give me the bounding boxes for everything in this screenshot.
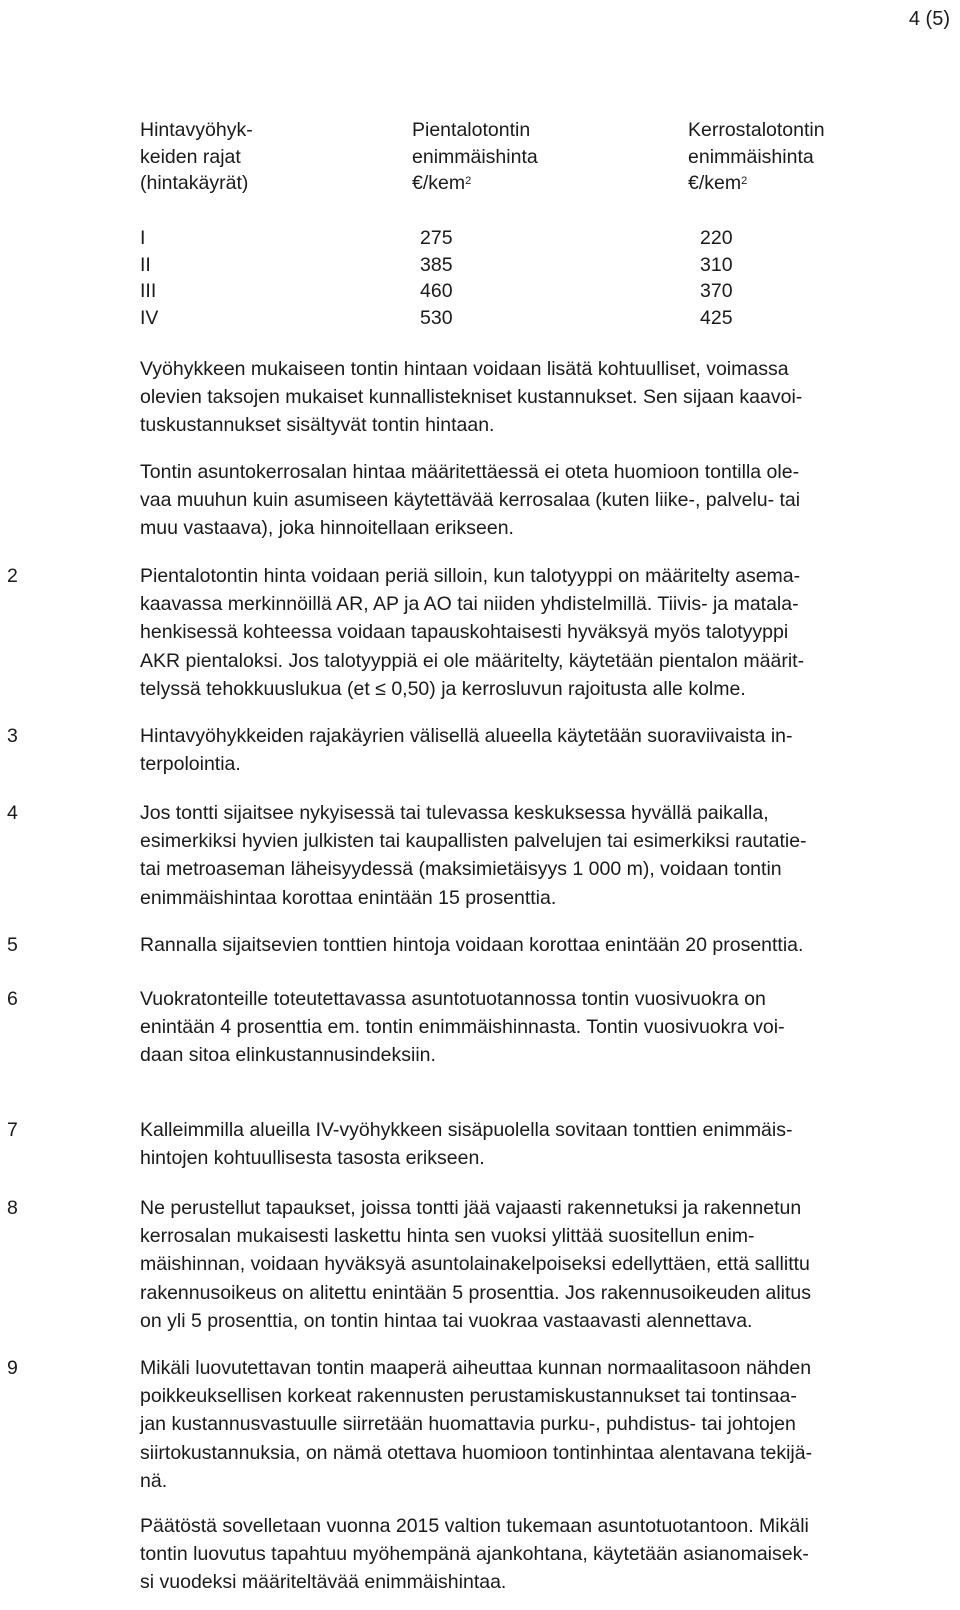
closing-paragraph: Päätöstä sovelletaan vuonna 2015 valtion tukemaan asuntotuotantoon. Mikäli tontin luovutus tapahtuu myöhempänä ajankohtana, käytetään asianomaisek- si vuodeksi määriteltävää enimmäishintaa. (140, 1515, 809, 1594)
item-number: 6 (7, 988, 18, 1010)
item-number: 8 (7, 1197, 18, 1219)
zone-cell: II (140, 253, 151, 276)
item-number: 9 (7, 1357, 18, 1379)
item-text: Rannalla sijaitsevien tonttien hintoja voidaan korottaa enintään 20 prosenttia. (140, 934, 804, 956)
item-text: Mikäli luovutettavan tontin maaperä aiheuttaa kunnan normaalitasoon nähden poikkeuksellisen korkeat rakennusten perustamiskustannukset tai tontinsaa- jan kustannusvastuulle siirretään huomattavia purku-, puhdistus- tai johtojen siirtokustannuksia, on nämä otettava huomioon tontinhintaa alentavana tekijä- nä. (140, 1357, 813, 1492)
item-text: Vuokratonteille toteutettavassa asuntotuotannossa tontin vuosivuokra on enintään 4 prosenttia em. tontin enimmäishinnasta. Tontin vuosivuokra voi- daan sitoa elinkustannusindeksiin. (140, 988, 785, 1067)
header-line: (hintakäyrät) (140, 172, 249, 194)
item-text: Pientalotontin hinta voidaan periä silloin, kun talotyyppi on määritelty asema- kaavassa merkinnöillä AR, AP ja AO tai niiden yhdistelmillä. Tiivis- ja matala- henkisessä kohteessa voidaan tapauskohtaisesti hyväksyä myös talotyyppi AKR pientaloksi. Jos talotyyppiä ei ole määritelty, käytetään pientalon määrit- telyssä tehokkuuslukua (et ≤ 0,50) ja kerrosluvun rajoitusta alle kolme. (140, 565, 805, 700)
intro-paragraph-costs: Vyöhykkeen mukaiseen tontin hintaan voidaan lisätä kohtuulliset, voimassa olevien taksojen mukaiset kunnallistekniset kustannukset. Sen sijaan kaavoi- tuskustannukset sisältyvät tontin hintaan. (140, 358, 803, 437)
zone-column-header (140, 117, 253, 197)
header-line: keiden rajat (140, 145, 241, 168)
unit-label: €/kem$^2$ (412, 172, 472, 194)
header-line: Pientalotontin (412, 119, 531, 141)
item-number: 3 (7, 725, 18, 747)
table-row (140, 305, 760, 332)
detached-price-cell: 460 (420, 280, 453, 302)
apartment-price-cell: 310 (700, 253, 733, 276)
zone-cell: III (140, 280, 157, 302)
detached-column-header (412, 117, 538, 197)
item-number: 5 (7, 934, 18, 956)
unit-label: €/kem$^2$ (688, 172, 748, 194)
item-number: 4 (7, 802, 18, 824)
apartment-price-cell: 425 (700, 306, 733, 329)
header-line: enimmäishinta (412, 145, 538, 168)
apartment-price-cell: 220 (700, 227, 733, 249)
item-number: 7 (7, 1119, 18, 1141)
apartment-column-header (688, 117, 825, 197)
item-text: Hintavyöhykkeiden rajakäyrien välisellä alueella käytetään suoraviivaista in- terpolointia. (140, 725, 793, 776)
item-text: Kalleimmilla alueilla IV-vyöhykkeen sisäpuolella sovitaan tonttien enimmäis- hintojen kohtuullisesta tasosta erikseen. (140, 1119, 793, 1170)
detached-price-cell: 530 (420, 306, 453, 329)
detached-price-cell: 275 (420, 227, 453, 249)
header-line: Kerrostalotontin (688, 119, 825, 141)
zone-cell: IV (140, 306, 159, 329)
header-line: Hintavyöhyk- (140, 119, 253, 141)
table-row (140, 252, 760, 279)
table-row (140, 225, 760, 252)
detached-price-cell: 385 (420, 253, 453, 276)
page-number: 4 (5) (908, 8, 950, 30)
header-line: enimmäishinta (688, 145, 814, 168)
intro-paragraph-floor-area: Tontin asuntokerrosalan hintaa määritettäessä ei oteta huomioon tontilla ole- vaa muuhun kuin asumiseen käytettävää kerrosalaa (kuten liike-, palvelu- tai muu vastaava), joka hinnoitellaan erikseen. (140, 461, 801, 540)
table-body (140, 225, 760, 331)
item-text: Ne perustellut tapaukset, joissa tontti jää vajaasti rakennetuksi ja rakennetun kerrosalan mukaisesti laskettu hinta sen vuoksi ylittää suositellun enim- mäishinnan, voidaan hyväksyä asuntolainakelpoiseksi edellyttäen, että sallittu rakennusoikeus on alitettu enintään 5 prosenttia. Jos rakennusoikeuden alitus on yli 5 prosenttia, on tontin hintaa tai vuokraa vastaavasti alennettava. (140, 1197, 812, 1332)
item-number: 2 (7, 565, 18, 587)
item-text: Jos tontti sijaitsee nykyisessä tai tulevassa keskuksessa hyvällä paikalla, esimerkiksi hyvien julkisten tai kaupallisten palvelujen tai esimerkiksi rautatie- tai metroaseman läheisyydessä (maksimietäisyys 1 000 m), voidaan tontin enimmäishintaa korottaa enintään 15 prosenttia. (140, 802, 807, 909)
table-row (140, 278, 760, 305)
zone-cell: I (140, 227, 146, 249)
apartment-price-cell: 370 (700, 280, 733, 302)
